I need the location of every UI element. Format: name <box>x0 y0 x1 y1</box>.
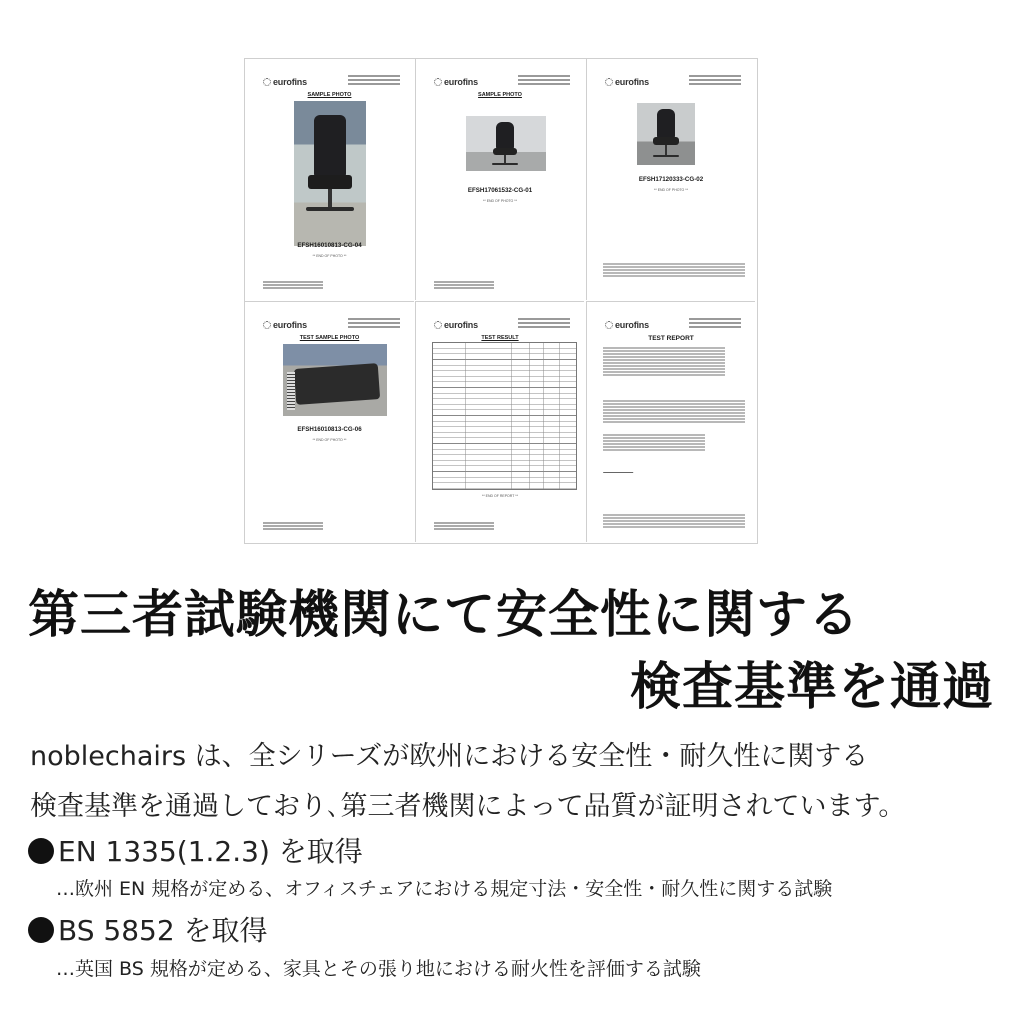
eurofins-logo: eurofins <box>434 320 478 330</box>
eurofins-logo: eurofins <box>263 77 307 87</box>
document-title: TEST SAMPLE PHOTO <box>299 335 360 341</box>
document-title: SAMPLE PHOTO <box>478 92 522 98</box>
document-test-report <box>586 301 755 542</box>
certification-en1335-description: …欧州 EN 規格が定める、オフィスチェアにおける規定寸法・安全性・耐久性に関する試験 <box>56 878 833 900</box>
certificate-documents-grid <box>244 58 758 544</box>
document-meta <box>689 318 741 330</box>
document-meta <box>348 75 400 87</box>
document-footer <box>434 522 494 531</box>
signature <box>603 462 637 473</box>
sample-code: EFSH17061532-CG-01 <box>467 187 533 194</box>
chair-photo <box>637 103 695 165</box>
document-test-sample-photo <box>245 301 414 542</box>
eurofins-logo: eurofins <box>434 77 478 87</box>
certification-bs5852 <box>28 909 268 949</box>
end-note: ** END OF PHOTO ** <box>312 254 347 258</box>
report-summary-table <box>603 400 745 424</box>
fabric-sample-photo <box>283 344 387 416</box>
eurofins-logo: eurofins <box>605 320 649 330</box>
sample-code: EFSH17120333-CG-02 <box>638 176 704 183</box>
document-disclaimer <box>603 263 745 278</box>
document-title: SAMPLE PHOTO <box>307 92 352 98</box>
eurofins-logo: eurofins <box>263 320 307 330</box>
bullet-icon <box>28 917 54 943</box>
headline-line-1: 第三者試験機関にて安全性に関する <box>28 586 861 645</box>
test-result-table <box>432 342 577 490</box>
sample-code: EFSH16010813-CG-06 <box>297 426 362 433</box>
document-sample-photo-1 <box>245 59 414 300</box>
body-text-line-2: 検査基準を通過しており､第三者機関によって品質が証明されています。 <box>30 791 906 822</box>
document-title: TEST REPORT <box>648 335 694 342</box>
body-text-line-1: noblechairs は、全シリーズが欧州における安全性・耐久性に関する <box>30 741 869 772</box>
certification-name: BS 5852 を取得 <box>58 914 268 947</box>
document-footer <box>434 281 494 290</box>
eurofins-logo: eurofins <box>605 77 649 87</box>
document-meta <box>348 318 400 330</box>
chair-photo <box>466 116 546 171</box>
bullet-icon <box>28 838 54 864</box>
document-title: TEST RESULT <box>481 335 519 341</box>
end-note: ** END OF PHOTO ** <box>654 188 688 192</box>
document-meta <box>518 318 570 330</box>
end-note: ** END OF REPORT ** <box>481 494 519 498</box>
chair-photo <box>294 101 366 246</box>
document-sample-photo-3 <box>586 59 755 300</box>
document-meta <box>518 75 570 87</box>
document-footer <box>263 281 323 290</box>
certification-name: EN 1335(1.2.3) を取得 <box>58 835 363 868</box>
end-note: ** END OF PHOTO ** <box>312 438 347 442</box>
report-fields <box>603 347 725 377</box>
headline-line-2: 検査基準を通過 <box>629 658 994 717</box>
certification-en1335 <box>28 830 363 870</box>
document-meta <box>689 75 741 87</box>
certification-bs5852-description: …英国 BS 規格が定める、家具とその張り地における耐火性を評価する試験 <box>56 958 701 980</box>
document-sample-photo-2 <box>415 59 584 300</box>
document-footer <box>263 522 323 531</box>
sample-code: EFSH16010813-CG-04 <box>297 242 362 249</box>
end-note: ** END OF PHOTO ** <box>483 199 517 203</box>
document-test-result <box>415 301 584 542</box>
document-disclaimer <box>603 514 745 529</box>
report-signature-block <box>603 434 705 452</box>
